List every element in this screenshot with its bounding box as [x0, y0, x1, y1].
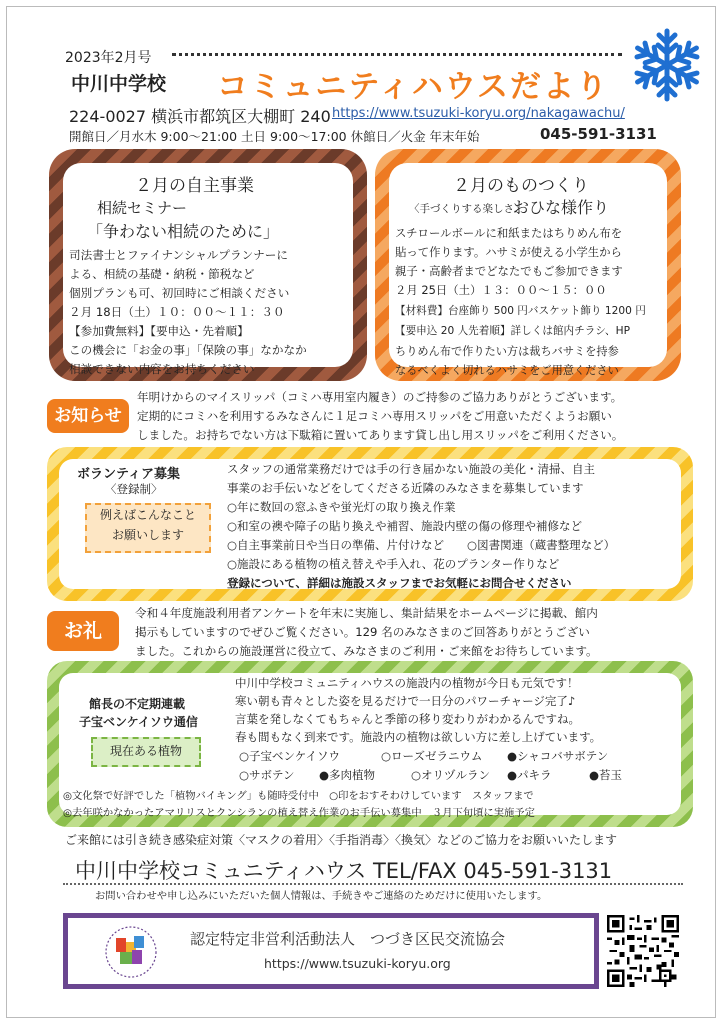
example-line: 例えばこんなこと	[99, 508, 196, 522]
craft-line: スチロールボールに和紙またはちりめん布を	[395, 226, 623, 240]
plant-item: ●パキラ	[507, 768, 552, 782]
privacy-note: お問い合わせや申し込みにいただいた個人情報は、手続きやご連絡のためだけに使用いたします。	[95, 890, 548, 902]
volunteer-box	[47, 447, 693, 601]
plants-note: ◎文化祭で好評でした「植物バイキング」も随時受付中 ○印をおすそわけしています スタッフまで	[63, 790, 534, 802]
seminar-line: よる、相続の基礎・納税・節税など	[69, 267, 255, 281]
volunteer-subtitle: 〈登録制〉	[105, 482, 163, 496]
notice-label: お知らせ	[47, 399, 129, 433]
seminar-line: 相談できない内容をお持ちください	[69, 362, 255, 376]
header-phone: 045-591-3131	[540, 125, 657, 143]
seminar-subtitle: 相続セミナー	[97, 199, 188, 217]
volunteer-task: ○自主事業前日や当日の準備、片付けなど ○図書関連（蔵書整理など）	[227, 538, 616, 552]
craft-line: ちりめん布で作りたい方は裁ちバサミを持参	[395, 345, 619, 358]
thanks-line: 令和４年度施設利用者アンケートを年末に実施し、集計結果をホームページに掲載、館内	[135, 606, 598, 620]
contact-phone: 中川中学校コミュニティハウス TEL/FAX 045-591-3131	[75, 859, 613, 883]
plants-box	[47, 661, 693, 827]
thanks-label: お礼	[47, 611, 119, 651]
qr-code	[607, 915, 679, 987]
thanks-line: 掲示もしていますのでぜひご覧ください。129 名のみなさまのご回答ありがとうござい	[135, 625, 590, 639]
organization-footer	[63, 913, 599, 989]
snowflake-icon	[627, 25, 707, 105]
seminar-line: この機会に「お金の事」「保険の事」なかなか	[69, 343, 307, 357]
volunteer-line: 事業のお手伝いなどをしてくださる近隣のみなさまを募集しています	[227, 481, 584, 495]
plants-line: 寒い朝も青々とした姿を見るだけで一日分のパワーチャージ完了♪	[235, 694, 576, 708]
plant-item: ○オリヅルラン	[411, 768, 491, 782]
event-craft-box	[375, 149, 681, 381]
organization-name: 認定特定非営利活動法人 つづき区民交流協会	[190, 930, 506, 948]
plants-line: 言葉を発しなくてもちゃんと季節の移り変わりがわかるんですね。	[235, 712, 580, 726]
volunteer-title: ボランティア募集	[77, 467, 180, 482]
craft-apply: 【要申込 20 人先着順】詳しくは館内チラシ、HP	[395, 325, 631, 337]
infection-notice: ご来館には引き続き感染症対策〈マスクの着用〉〈手指消毒〉〈換気〉などのご協力をお願いいたします	[65, 833, 618, 847]
volunteer-contact: 登録について、詳細は施設スタッフまでお気軽にお問合せください	[227, 576, 572, 590]
newsletter-page	[6, 6, 716, 1018]
craft-line: なるべくよく切れるハサミをご用意ください	[395, 364, 619, 377]
seminar-line: 個別プランも可、初回時にご相談ください	[69, 286, 290, 300]
plant-item: ○ローズゼラニウム	[381, 749, 483, 763]
plants-line: 春も間もなく到来です。施設内の植物は欲しい方に差し上げています。	[235, 730, 602, 744]
example-line: お願いします	[111, 528, 184, 542]
seminar-heading: ２月の自主事業	[135, 176, 254, 196]
craft-cost: 【材料費】台座飾り 500 円バスケット飾り 1200 円	[395, 305, 646, 317]
event-seminar-box	[49, 149, 367, 381]
craft-line: 親子・高齢者までどなたでもご参加できます	[395, 264, 623, 278]
volunteer-example-badge	[85, 503, 211, 553]
plants-column-title: 子宝ベンケイソウ通信	[79, 715, 198, 729]
divider	[63, 883, 683, 885]
organization-url[interactable]: https://www.tsuzuki-koryu.org	[264, 956, 451, 971]
plant-item: ○子宝ベンケイソウ	[239, 749, 340, 763]
website-link[interactable]: https://www.tsuzuki-koryu.org/nakagawachu/	[332, 106, 625, 121]
issue-date: 2023年2月号	[65, 50, 152, 66]
seminar-fee: 【参加費無料】【要申込・先着順】	[69, 324, 249, 338]
header-dotted-rule	[172, 53, 622, 56]
volunteer-line: スタッフの通常業務だけでは手の行き届かない施設の美化・清掃、自主	[227, 462, 595, 476]
newsletter-title: コミュニティハウスだより	[217, 69, 609, 105]
notice-line: 定期的にコミハを利用するみなさんに１足コミハ専用スリッパをご用意いただくようお願い	[137, 409, 612, 423]
volunteer-task: ○施設にある植物の植え替えや手入れ、花のプランター作りなど	[227, 557, 560, 571]
volunteer-task: ○和室の襖や障子の貼り換えや補習、施設内壁の傷の修理や補修など	[227, 519, 583, 533]
plant-item: ●苔玉	[589, 768, 623, 782]
seminar-date: ２月 18日（土）１０：００～１１：３０	[69, 305, 285, 319]
current-plants-badge: 現在ある植物	[91, 737, 201, 767]
craft-title: おひな様作り	[513, 198, 610, 217]
organization-logo-icon	[98, 924, 164, 980]
volunteer-task: ○年に数回の窓ふきや蛍光灯の取り換え作業	[227, 500, 456, 514]
thanks-line: ました。これからの施設運営に役立て、みなさまのご利用・ご来館をお待ちしています。	[135, 644, 598, 658]
address: 224-0027 横浜市都筑区大棚町 240	[69, 107, 331, 126]
craft-date: ２月 25日（土）１３：００～１５：００	[395, 283, 607, 297]
seminar-line: 司法書士とファイナンシャルプランナーに	[69, 248, 288, 262]
plant-item: ●多肉植物	[319, 768, 376, 782]
plant-item: ○サボテン	[239, 768, 295, 782]
school-name: 中川中学校	[71, 73, 167, 95]
craft-heading: ２月のものつくり	[453, 176, 589, 196]
opening-hours: 開館日／月水木 9:00～21:00 土日 9:00～17:00 休館日／火金 年末年始	[69, 129, 480, 144]
craft-tagline: 〈手づくりする楽しさ〉	[409, 203, 525, 215]
notice-line: 年明けからのマイスリッパ（コミハ専用室内履き）のご持参のご協力ありがとうございます。	[137, 390, 623, 404]
craft-line: 貼って作ります。ハサミが使える小学生から	[395, 245, 622, 259]
plants-series-title: 館長の不定期連載	[89, 697, 186, 711]
seminar-title: 「争わない相続のために」	[87, 222, 280, 241]
notice-line: しました。お持ちでない方は下駄箱に置いてあります貸し出し用スリッパをご利用ください。	[137, 428, 624, 442]
plants-line: 中川中学校コミュニティハウスの施設内の植物が今日も元気です！	[235, 676, 579, 690]
plants-note: ◎去年咲かなかったアマリリスとクンシランの植え替え作業のお手伝い募集中 ３月下旬頃に実施予定	[63, 807, 535, 819]
plant-item: ●シャコバサボテン	[507, 749, 609, 763]
